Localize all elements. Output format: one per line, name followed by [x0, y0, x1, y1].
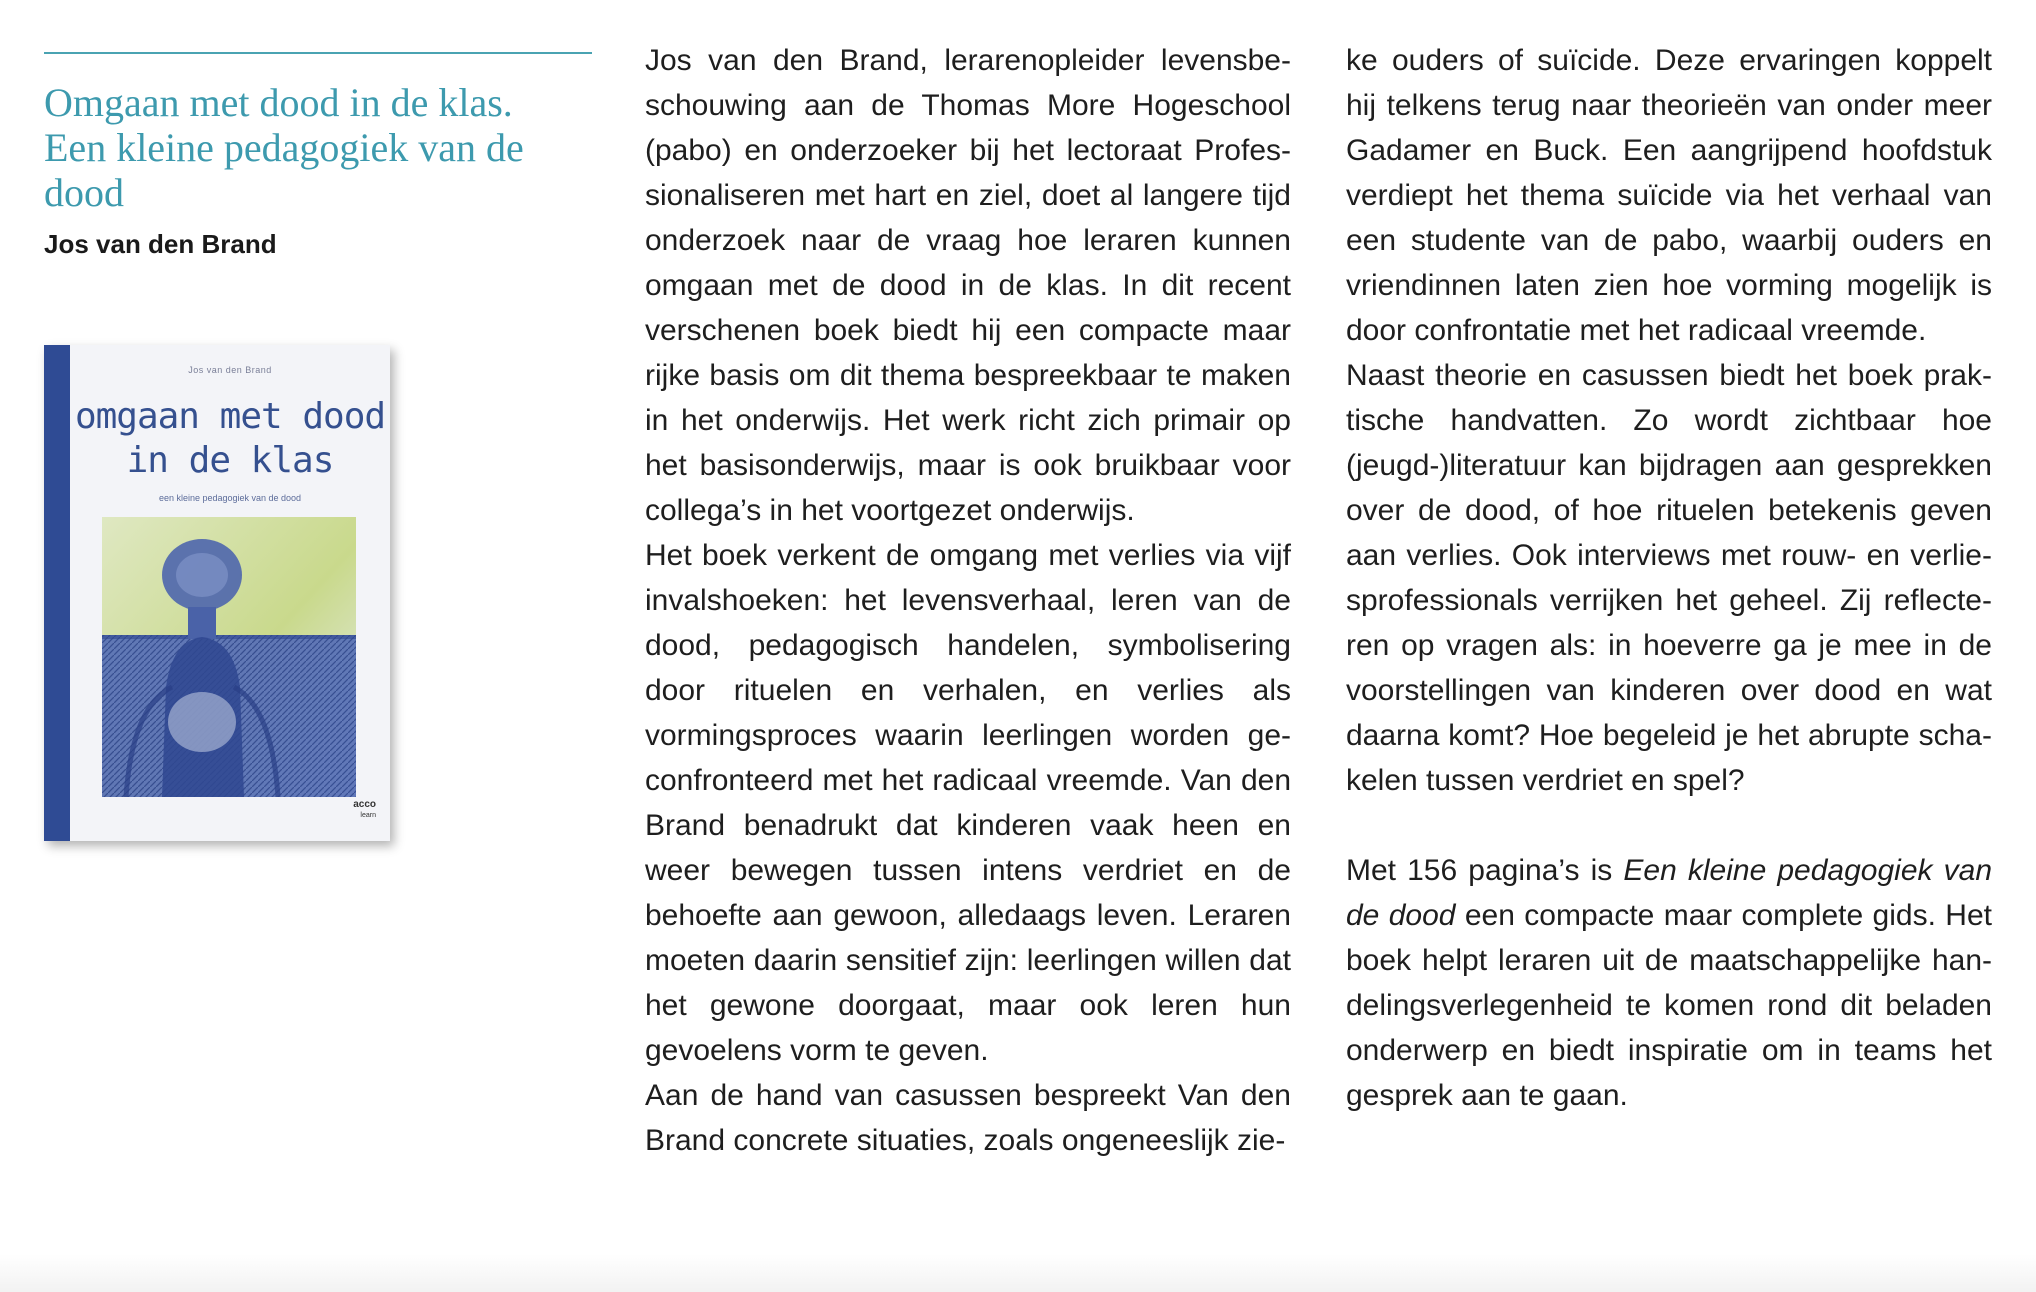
- closing-text-lead: Met 156 pagina’s is: [1346, 854, 1624, 887]
- paragraph: Naast theorie en casussen biedt het boek praktische handvatten. Zo wordt zichtbaar hoe (jeugd-)literatuur kan bijdragen aan gesprekken over de dood, of hoe rituelen betekenis geven aan verlies. Ook interviews met rouw- en verliesprofessionals verrijken het geheel. Zij reflecteren op vragen als: in hoeverre ga je mee in de voorstellingen van kinderen over dood en wat daarna komt? Hoe begeleid je het abrupte schakelen tussen verdriet en spel?: [1346, 359, 1992, 797]
- paragraph: Aan de hand van casussen bespreekt Van den Brand concrete situaties, zoals ongeneeslijk zie-: [645, 1079, 1291, 1157]
- paragraph: ke ouders of suïcide. Deze ervaringen koppelt hij telkens terug naar theorieën van onder meer Gadamer en Buck. Een aangrijpend hoofdstuk verdiept het thema suïcide via het verhaal van een studente van de pabo, waarbij ouders en vriendinnen laten zien hoe vorming mogelijk is door confrontatie met het radicaal vreemde.: [1346, 44, 1992, 347]
- publisher-name: acco: [353, 799, 376, 810]
- publisher-sub: learn: [360, 812, 376, 819]
- cover-author: Jos van den Brand: [188, 365, 272, 375]
- paragraph: Jos van den Brand, lerarenopleider levensbeschouwing aan de Thomas More Hogeschool (pabo) en onderzoeker bij het lectoraat Professionaliseren met hart en ziel, doet al langere tijd onderzoek naar de vraag hoe leraren kunnen omgaan met de dood in de klas. In dit recent verschenen boek biedt hij een compacte maar rijke basis om dit thema bespreekbaar te maken in het onderwijs. Het werk richt zich primair op het basisonderwijs, maar is ook bruikbaar voor collega’s in het voortgezet onderwijs.: [645, 44, 1291, 527]
- book-cover: [44, 345, 390, 841]
- publisher-logo: [353, 800, 376, 821]
- cover-illustration: [102, 517, 356, 797]
- title-rule: [44, 52, 592, 54]
- closing-text: een compacte maar complete gids. Het boek helpt leraren uit de maatschappelijke handelingsverlegenheid te komen rond dit beladen onderwerp en biedt inspiratie om in teams het gesprek aan te gaan.: [1346, 899, 1992, 1112]
- book-title: Omgaan met dood in de klas. Een kleine pedagogiek van de dood: [44, 80, 524, 215]
- page-bottom-edge: [0, 1254, 2036, 1292]
- closing-paragraph: [1346, 848, 1992, 1118]
- paragraph: Het boek verkent de omgang met verlies via vijf invalshoeken: het levensverhaal, leren van de dood, pedagogisch handelen, symbolisering door rituelen en verhalen, en verlies als vormingsproces waarin leerlingen worden geconfronteerd met het radicaal vreemde. Van den Brand benadrukt dat kinderen vaak heen en weer bewegen tussen intens verdriet en de behoefte aan gewoon, alledaags leven. Leraren moeten daarin sensitief zijn: leerlingen willen dat het gewone doorgaat, maar ook leren hun gevoelens vorm te geven.: [645, 539, 1291, 1067]
- body-column-2: [1346, 38, 1992, 1118]
- cover-spine: [44, 345, 70, 841]
- book-title-inline: Een kleine pedagogiek van de dood: [1346, 854, 1992, 932]
- book-author: Jos van den Brand: [44, 229, 277, 259]
- cover-title: omgaan met dood in de klas: [74, 396, 386, 481]
- cover-subtitle: een kleine pedagogiek van de dood: [158, 493, 302, 503]
- body-column-1: [645, 38, 1291, 1163]
